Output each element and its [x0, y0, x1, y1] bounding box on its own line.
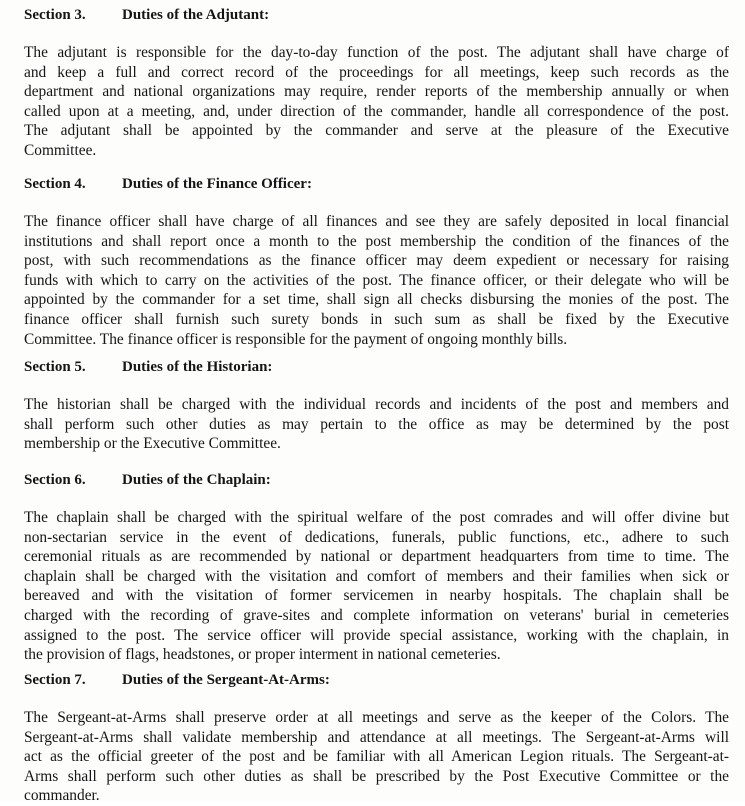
text-line: chaplain shall be charged with the visitation and comfort of members and their families when sick or: [24, 567, 729, 585]
section-body: [24, 212, 729, 349]
text-line: The Sergeant-at-Arms shall preserve order at all meetings and serve as the keeper of the Colors. The: [24, 709, 729, 726]
text-line: Sergeant-at-Arms shall validate membership and attendance at all meetings. The Sergeant-at-Arms will: [24, 728, 729, 746]
section-body: [24, 395, 729, 454]
text-line: finance officer shall furnish such surety bonds in such sum as shall be fixed by the Executive: [24, 310, 729, 328]
text-line: The adjutant is responsible for the day-to-day function of the post. The adjutant shall have charge of: [24, 44, 729, 61]
text-line: The finance officer shall have charge of all finances and see they are safely deposited in local financial: [24, 213, 729, 230]
text-line: charged with the recording of grave-sites and complete information on veterans' burial in cemeteries: [24, 606, 729, 624]
text-line: appointed by the commander for a set time, shall sign all checks disbursing the monies of the post. The: [24, 291, 729, 309]
text-line: bereaved and with the visitation of former servicemen in nearby hospitals. The chaplain shall be: [24, 587, 729, 605]
text-line: assigned to the post. The service officer will provide special assistance, working with the chaplain, in: [24, 626, 729, 644]
section-title: Duties of the Adjutant:: [122, 7, 270, 23]
section-body: [24, 708, 729, 806]
text-line: institutions and shall report once a month to the post membership the condition of the finances of the: [24, 232, 729, 250]
text-line: The historian shall be charged with the individual records and incidents of the post and members and: [24, 396, 729, 413]
text-line: Committee. The finance officer is responsible for the payment of ongoing monthly bills.: [24, 330, 568, 348]
section-7: [24, 671, 729, 806]
section-body: [24, 43, 729, 161]
section-5: [24, 358, 729, 454]
text-line: department and national organizations may require, render reports of the membership annually or when: [24, 83, 729, 101]
text-line: ceremonial rituals as are recommended by national or department headquarters from time to time. The: [24, 548, 729, 566]
section-number: Section 7.: [24, 672, 86, 688]
section-title: Duties of the Finance Officer:: [122, 176, 312, 192]
section-number: Section 6.: [24, 472, 86, 488]
section-number: Section 5.: [24, 359, 86, 375]
text-line: called upon at a meeting, and, under direction of the commander, handle all correspondence of the post.: [24, 102, 729, 120]
text-line: Arms shall perform such other duties as shall be prescribed by the Post Executive Committee or the: [24, 767, 729, 785]
text-line: The chaplain shall be charged with the spiritual welfare of the post comrades and will offer divine but: [24, 509, 729, 526]
section-heading: [24, 6, 729, 24]
section-4: [24, 175, 729, 349]
text-line: non-sectarian service in the event of dedications, funerals, public functions, etc., adhere to such: [24, 528, 729, 546]
section-heading: [24, 471, 729, 489]
text-line: the provision of flags, headstones, or proper interment in national cemeteries.: [24, 646, 501, 664]
section-title: Duties of the Historian:: [122, 359, 273, 375]
section-number: Section 3.: [24, 7, 86, 23]
text-line: The adjutant shall be appointed by the commander and serve at the pleasure of the Executive: [24, 122, 729, 140]
text-line: post, with such recommendations as the finance officer may deem expedient or necessary for raising: [24, 252, 729, 270]
text-line: funds with which to carry on the activities of the post. The finance officer, or their delegate who will be: [24, 271, 729, 289]
text-line: and keep a full and correct record of the proceedings for all meetings, keep such records as the: [24, 63, 729, 81]
text-line: shall perform such other duties as may pertain to the office as may be determined by the post: [24, 415, 729, 433]
text-line: act as the official greeter of the post and be familiar with all American Legion rituals. The Sergeant-at-: [24, 748, 729, 766]
section-title: Duties of the Chaplain:: [122, 472, 271, 488]
text-line: Committee.: [24, 141, 97, 159]
section-heading: [24, 671, 729, 689]
section-heading: [24, 358, 729, 376]
text-line: membership or the Executive Committee.: [24, 435, 281, 453]
section-heading: [24, 175, 729, 193]
section-body: [24, 508, 729, 665]
section-title: Duties of the Sergeant-At-Arms:: [122, 672, 330, 688]
section-6: [24, 471, 729, 665]
text-line: commander.: [24, 787, 100, 805]
section-number: Section 4.: [24, 176, 86, 192]
section-3: [24, 6, 729, 161]
